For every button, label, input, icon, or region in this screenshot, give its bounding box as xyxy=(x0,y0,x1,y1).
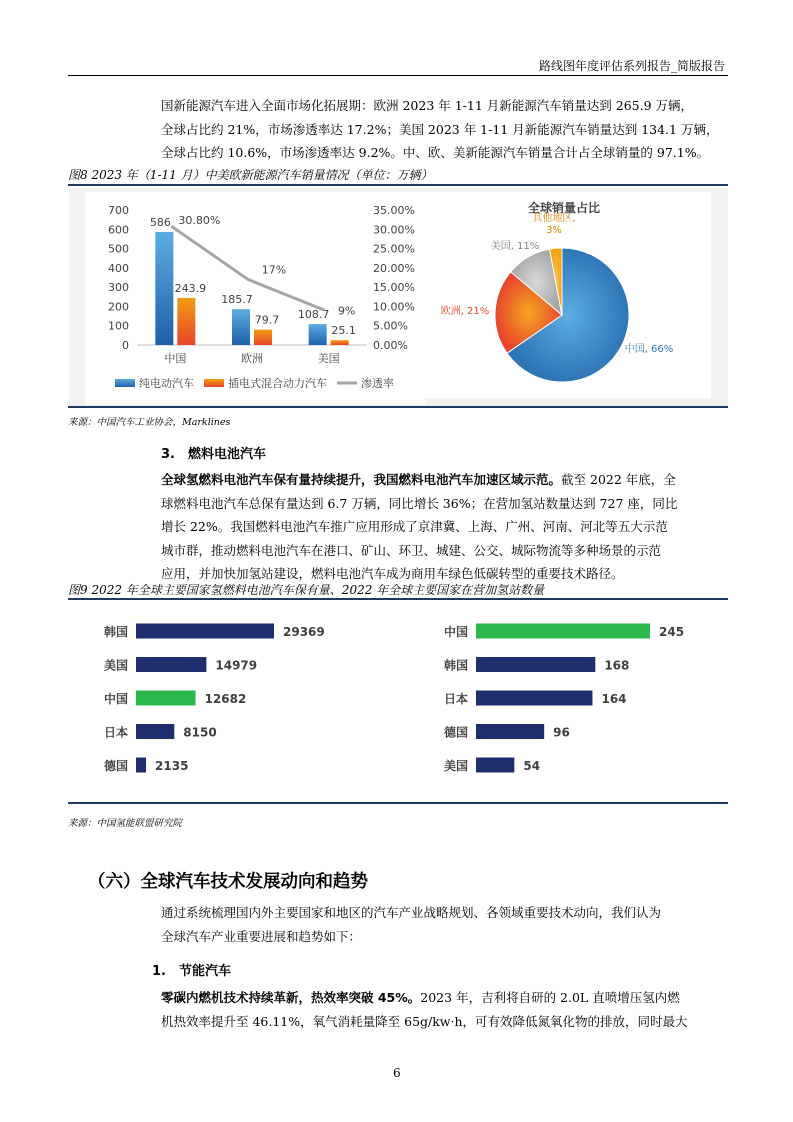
page-number: 6 xyxy=(393,1066,401,1080)
section-heading: （六）全球汽车技术发展动向和趋势 xyxy=(88,872,368,892)
combo-bar-line-chart xyxy=(85,192,425,404)
y-tick-label: 200 xyxy=(108,300,129,314)
running-header: 路线图年度评估系列报告_简版报告 xyxy=(538,59,725,73)
bar xyxy=(331,340,349,345)
bar-value-label: 108.7 xyxy=(297,308,330,322)
header-rule xyxy=(68,75,728,76)
bar xyxy=(136,657,206,672)
category-label: 中国 xyxy=(164,352,187,365)
figure8-panel xyxy=(69,188,728,406)
bar-value-label: 164 xyxy=(601,692,627,706)
vehicle-stock-bar-chart xyxy=(90,606,410,802)
para-text: 截至 2022 年底，全 xyxy=(561,472,676,487)
y2-tick-label: 15.00% xyxy=(373,281,415,295)
category-label: 美国 xyxy=(443,759,468,773)
y2-tick-label: 30.00% xyxy=(373,223,415,237)
bar xyxy=(177,298,195,345)
hydrogen-station-bar-chart xyxy=(430,606,750,802)
para-line: 城市群，推动燃料电池汽车在港口、矿山、环卫、城建、公交、城际物流等多种场景的示范 xyxy=(161,542,662,558)
y2-tick-label: 5.00% xyxy=(373,319,408,333)
bar xyxy=(309,324,327,345)
figure9-top-rule xyxy=(68,598,728,600)
figure8-caption: 图8 2023 年（1-11 月）中美欧新能源汽车销量情况（单位：万辆） xyxy=(68,168,433,182)
bar xyxy=(136,691,196,706)
bar xyxy=(476,657,595,672)
y-tick-label: 700 xyxy=(108,204,129,217)
para-lead: 全球氢燃料电池汽车保有量持续提升，我国燃料电池汽车加速区域示范。 xyxy=(161,472,562,487)
category-label: 中国 xyxy=(103,692,128,706)
figure8-bottom-rule xyxy=(68,406,728,408)
y-tick-label: 400 xyxy=(108,261,129,275)
category-label: 欧洲 xyxy=(241,352,263,365)
para-line: 球燃料电池汽车总保有量达到 6.7 万辆，同比增长 36%；在营加氢站数量达到 727 座，同比 xyxy=(161,495,678,511)
bar-value-label: 29369 xyxy=(283,625,325,639)
figure9-bottom-rule xyxy=(68,802,728,804)
bar-value-label: 168 xyxy=(604,658,630,673)
category-label: 美国 xyxy=(103,658,128,673)
bar xyxy=(136,724,174,739)
pie-label: 3% xyxy=(546,225,562,236)
para-line xyxy=(161,986,731,1010)
y2-tick-label: 0.00% xyxy=(373,339,408,352)
category-label: 日本 xyxy=(103,725,128,740)
y-tick-label: 600 xyxy=(108,223,129,237)
legend-swatch xyxy=(204,379,224,387)
line-value-label: 17% xyxy=(261,263,287,277)
y-tick-label: 100 xyxy=(108,319,129,333)
subheading-energy-saving: 1. 节能汽车 xyxy=(152,964,231,979)
bar xyxy=(155,232,173,345)
pie-label: 欧洲, 21% xyxy=(440,306,490,317)
para-line: 通过系统梳理国内外主要国家和地区的汽车产业战略规划、各领域重要技术动向，我们认为 xyxy=(161,905,662,920)
line-value-label: 30.80% xyxy=(178,214,221,228)
category-label: 韩国 xyxy=(103,625,128,639)
y-tick-label: 300 xyxy=(108,281,129,295)
bar xyxy=(476,724,544,739)
bar-value-label: 243.9 xyxy=(174,281,207,295)
paragraph-ice xyxy=(161,986,731,1033)
y2-tick-label: 35.00% xyxy=(373,204,415,217)
para-line xyxy=(161,468,731,492)
legend-label: 渗透率 xyxy=(361,377,394,390)
category-label: 德国 xyxy=(103,759,128,773)
figure9-source: 来源：中国氢能联盟研究院 xyxy=(68,818,183,829)
para-lead: 零碳内燃机技术持续革新，热效率突破 45%。 xyxy=(161,990,421,1005)
bar-value-label: 14979 xyxy=(215,658,258,673)
bar xyxy=(476,691,592,706)
bar-value-label: 586 xyxy=(149,215,171,229)
para-line: 国新能源汽车进入全面市场化拓展期：欧洲 2023 年 1-11 月新能源汽车销量达到 265.9 万辆， xyxy=(161,98,694,113)
bar-value-label: 2135 xyxy=(155,759,189,773)
bar xyxy=(476,758,514,773)
line-value-label: 9% xyxy=(337,304,356,318)
paragraph-trends xyxy=(161,901,731,948)
para-line: 机热效率提升至 46.11%，氧气消耗量降至 65g/kw·h，可有效降低氮氧化物的排放，同时最大 xyxy=(161,1013,688,1029)
bar xyxy=(254,330,272,345)
y2-tick-label: 25.00% xyxy=(373,242,415,256)
bar-value-label: 8150 xyxy=(183,725,217,740)
y2-tick-label: 20.00% xyxy=(373,261,415,275)
para-line: 全球占比约 21%，市场渗透率达 17.2%；美国 2023 年 1-11 月新能源汽车销量达到 134.1 万辆， xyxy=(161,121,719,137)
paragraph-nev-sales xyxy=(161,94,731,165)
bar-value-label: 25.1 xyxy=(331,324,356,338)
figure8-top-rule xyxy=(68,184,728,186)
paragraph-fuel-cell xyxy=(161,468,731,586)
category-label: 中国 xyxy=(443,625,468,639)
y-tick-label: 500 xyxy=(108,242,129,256)
pie-chart xyxy=(417,192,711,398)
y-tick-label: 0 xyxy=(122,339,129,352)
figure9-caption: 图9 2022 年全球主要国家氢燃料电池汽车保有量、2022 年全球主要国家在营加氢站数量 xyxy=(68,583,545,597)
bar xyxy=(136,624,274,639)
bar xyxy=(232,309,250,345)
pie-label: 中国, 66% xyxy=(624,344,674,355)
para-line: 全球占比约 10.6%，市场渗透率达 9.2%。中、欧、美新能源汽车销量合计占全球销量的 97.1%。 xyxy=(161,145,710,160)
pie-title: 全球销量占比 xyxy=(527,201,601,215)
subheading-fuel-cell: 3. 燃料电池汽车 xyxy=(161,447,266,462)
bar xyxy=(476,624,650,639)
category-label: 德国 xyxy=(443,725,468,740)
bar-value-label: 245 xyxy=(659,625,685,639)
bar-value-label: 54 xyxy=(523,759,541,773)
category-label: 日本 xyxy=(443,692,468,706)
bar-value-label: 12682 xyxy=(204,692,247,706)
legend-swatch xyxy=(115,379,135,387)
para-line: 增长 22%。我国燃料电池汽车推广应用形成了京津冀、上海、广州、河南、河北等五大示范 xyxy=(161,519,668,534)
legend-label: 插电式混合动力汽车 xyxy=(228,377,327,390)
para-line: 应用，并加快加氢站建设，燃料电池汽车成为商用车绿色低碳转型的重要技术路径。 xyxy=(161,566,624,581)
bar-value-label: 185.7 xyxy=(221,293,253,307)
bar xyxy=(136,758,146,773)
category-label: 韩国 xyxy=(443,658,468,673)
category-label: 美国 xyxy=(317,352,340,365)
pie-label: 其他地区, xyxy=(532,213,576,224)
figure8-source: 来源：中国汽车工业协会，Marklines xyxy=(68,417,231,428)
legend-label: 纯电动汽车 xyxy=(139,377,194,390)
bar-value-label: 96 xyxy=(553,725,570,740)
pie-label: 美国, 11% xyxy=(490,241,540,252)
para-text: 2023 年，吉利将自研的 2.0L 直喷增压氢内燃 xyxy=(420,990,680,1005)
bar-value-label: 79.7 xyxy=(254,313,280,327)
y2-tick-label: 10.00% xyxy=(373,300,415,314)
para-line: 全球汽车产业重要进展和趋势如下： xyxy=(161,928,362,944)
